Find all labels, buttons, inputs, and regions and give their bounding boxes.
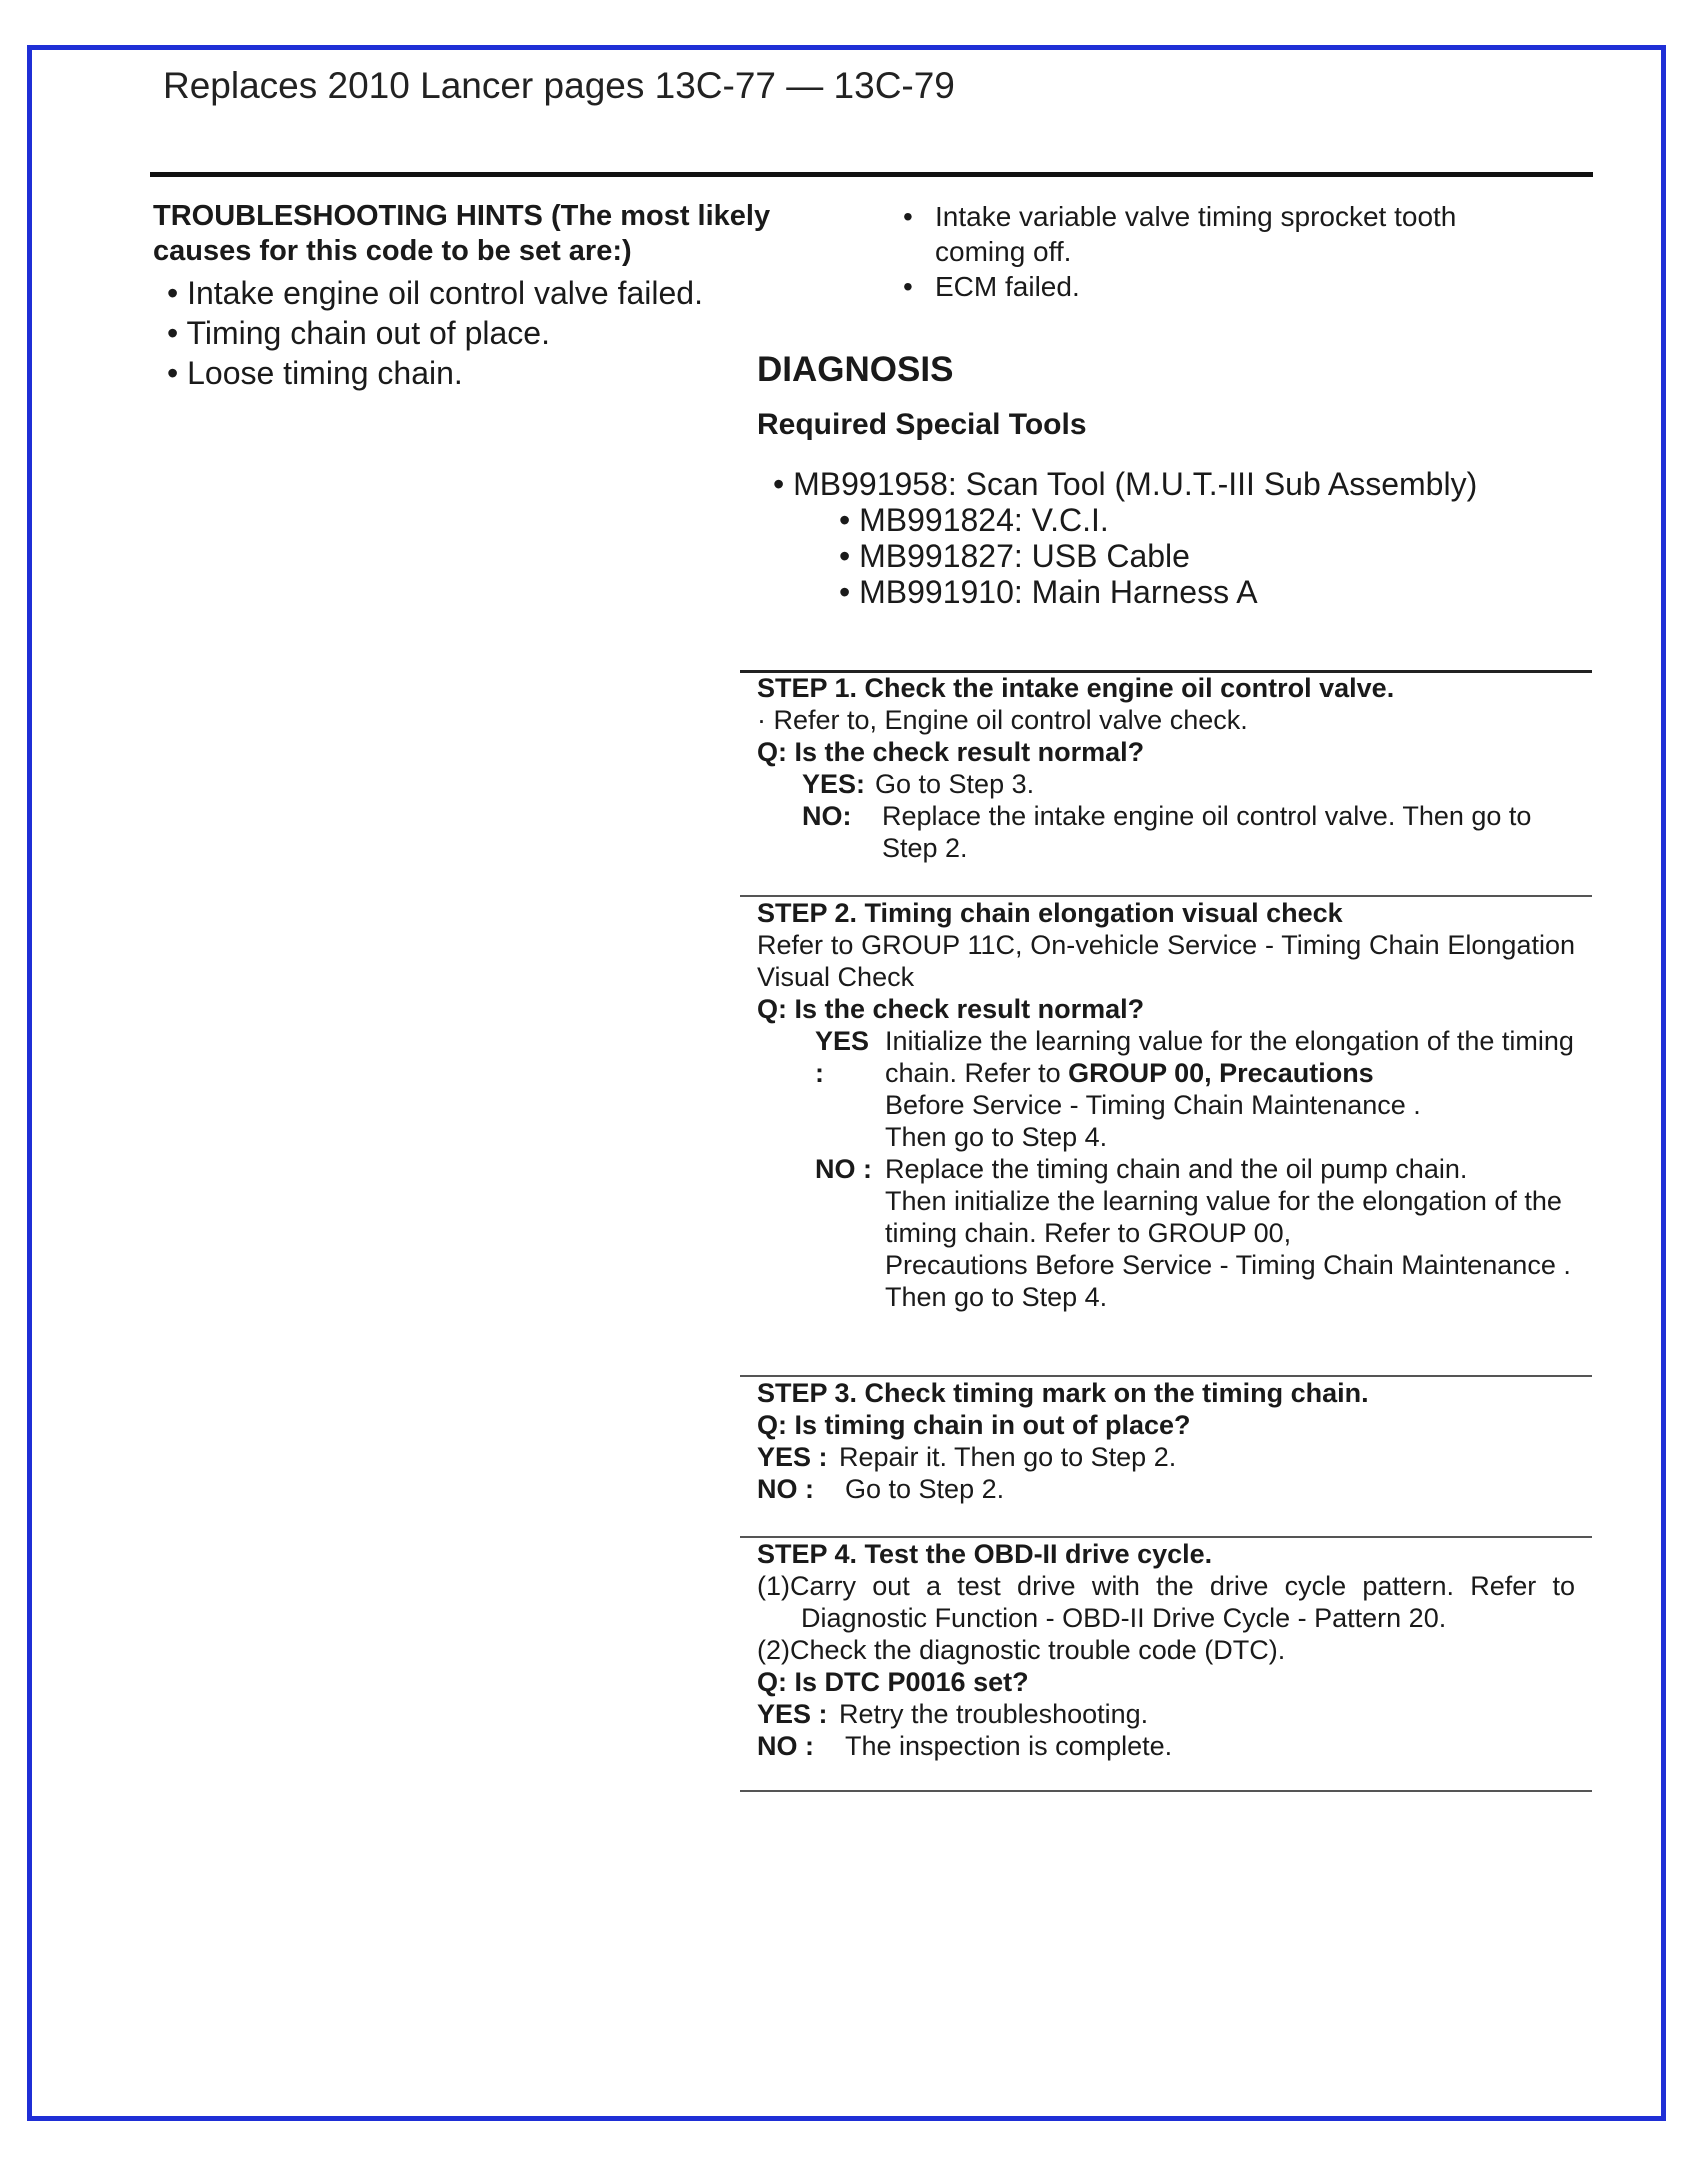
no-text-part: Then initialize the learning value for the elongation of the timing chain. Refer to GROUP 00, xyxy=(885,1186,1562,1248)
no-text-part: Precautions Before Service - Timing Chain Maintenance . xyxy=(885,1250,1571,1280)
list-item: • Intake variable valve timing sprocket tooth coming off. xyxy=(903,199,1543,269)
no-text: Go to Step 2. xyxy=(845,1474,1005,1504)
no-text-part: Replace the timing chain and the oil pump chain. xyxy=(885,1154,1468,1184)
yes-label: YES : xyxy=(757,1442,828,1472)
list-item: • ECM failed. xyxy=(903,269,1543,304)
no-label: NO : xyxy=(757,1474,814,1504)
step-title: STEP 3. Check timing mark on the timing chain. xyxy=(757,1378,1369,1408)
step-question: Q: Is timing chain in out of place? xyxy=(757,1410,1191,1440)
yes-text-part: Then go to Step 4. xyxy=(885,1122,1108,1152)
hints-list xyxy=(153,273,813,393)
no-label: NO : xyxy=(757,1731,814,1761)
no-answer xyxy=(757,800,1575,864)
yes-label: YES : xyxy=(815,1026,870,1088)
yes-answer xyxy=(757,1441,1575,1473)
yes-label: YES : xyxy=(757,1699,828,1729)
step-question: Q: Is the check result normal? xyxy=(757,994,1145,1024)
diagnosis-title: DIAGNOSIS xyxy=(757,350,954,389)
yes-text-part: Before Service - Timing Chain Maintenance . xyxy=(885,1090,1421,1120)
yes-answer xyxy=(757,1698,1575,1730)
no-text-part: Then go to Step 4. xyxy=(885,1282,1108,1312)
tool-item: • MB991824: V.C.I. xyxy=(773,502,1477,538)
procedure-item-continued: Diagnostic Function - OBD-II Drive Cycle - Pattern 20. xyxy=(801,1603,1447,1633)
tool-item: • MB991910: Main Harness A xyxy=(773,574,1477,610)
yes-text: Retry the troubleshooting. xyxy=(839,1699,1149,1729)
no-label: NO : xyxy=(815,1154,872,1184)
yes-text-bold: GROUP 00, Precautions xyxy=(1068,1058,1374,1088)
yes-label: YES: xyxy=(802,769,866,799)
no-text: Replace the intake engine oil control valve. Then go to Step 2. xyxy=(882,801,1532,863)
troubleshooting-hints xyxy=(153,199,813,393)
no-answer xyxy=(757,1153,1575,1313)
step-reference: Refer to GROUP 11C, On-vehicle Service - Timing Chain Elongation Visual Check xyxy=(757,930,1575,992)
yes-answer xyxy=(757,768,1575,800)
step-title: STEP 4. Test the OBD-II drive cycle. xyxy=(757,1539,1213,1569)
no-label: NO: xyxy=(802,801,852,831)
no-answer xyxy=(757,1730,1575,1762)
yes-text: Go to Step 3. xyxy=(875,769,1035,799)
no-answer xyxy=(757,1473,1575,1505)
yes-answer xyxy=(757,1025,1575,1153)
step-1 xyxy=(757,672,1575,864)
step-3 xyxy=(757,1377,1575,1505)
tool-item: • MB991827: USB Cable xyxy=(773,538,1477,574)
step-title: STEP 2. Timing chain elongation visual check xyxy=(757,898,1343,928)
hints-list-continued xyxy=(903,199,1543,304)
page-header: Replaces 2010 Lancer pages 13C-77 — 13C-79 xyxy=(163,65,955,106)
tools-title: Required Special Tools xyxy=(757,408,1087,441)
step-4 xyxy=(757,1538,1575,1762)
yes-text xyxy=(885,1025,1575,1153)
step-reference: · Refer to, Engine oil control valve check. xyxy=(757,705,1248,735)
header-rule xyxy=(150,172,1593,177)
list-item: • Intake engine oil control valve failed. xyxy=(167,273,813,313)
list-item: • Loose timing chain. xyxy=(167,353,813,393)
procedure-item: (2)Check the diagnostic trouble code (DTC). xyxy=(757,1635,1286,1665)
no-text xyxy=(885,1153,1575,1313)
yes-text-part: Initialize the learning value for the elongation of the timing chain. Refer to xyxy=(885,1026,1574,1088)
list-item: • Timing chain out of place. xyxy=(167,313,813,353)
no-text: The inspection is complete. xyxy=(845,1731,1173,1761)
tool-item: • MB991958: Scan Tool (M.U.T.-III Sub Assembly) xyxy=(773,466,1477,502)
tools-list xyxy=(773,466,1477,610)
step-2 xyxy=(757,897,1575,1313)
step-question: Q: Is DTC P0016 set? xyxy=(757,1667,1029,1697)
yes-text: Repair it. Then go to Step 2. xyxy=(839,1442,1177,1472)
step-question: Q: Is the check result normal? xyxy=(757,737,1145,767)
step-title: STEP 1. Check the intake engine oil control valve. xyxy=(757,673,1395,703)
step-divider xyxy=(740,1790,1592,1792)
hints-title: TROUBLESHOOTING HINTS (The most likely causes for this code to be set are:) xyxy=(153,200,771,267)
procedure-item: (1)Carry out a test drive with the drive cycle pattern. Refer to xyxy=(757,1571,1575,1601)
